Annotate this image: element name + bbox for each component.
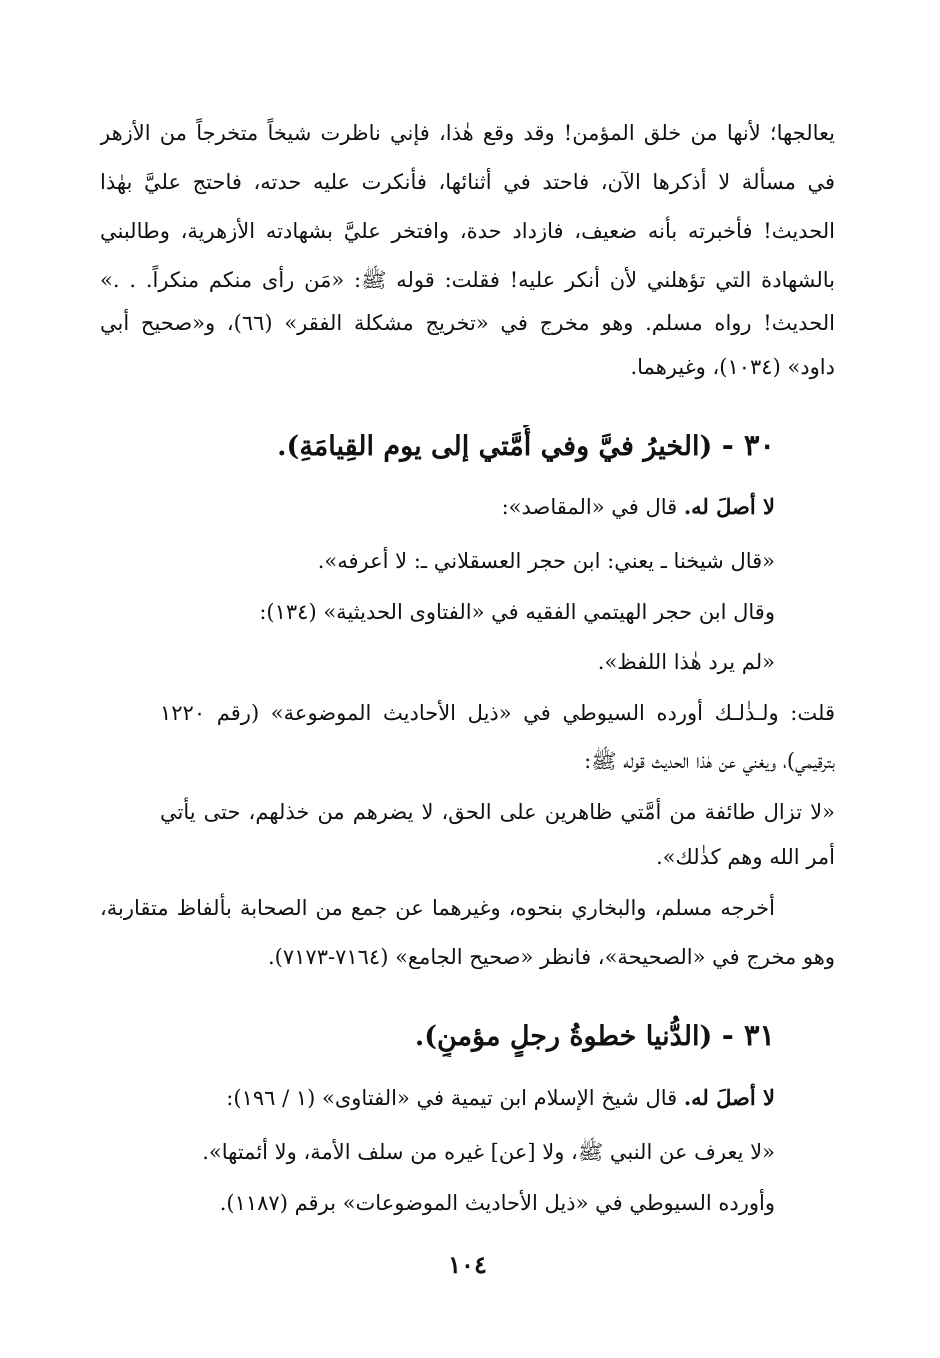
- hadith-31-line-3: وأورده السيوطي في «ذيل الأحاديث الموضوعات» برقم (١١٨٧).: [219, 1191, 775, 1215]
- hadith-31-line-2: «لا يعرف عن النبي ﷺ، ولا [عن] غيره من سلف الأمة، ولا أئمتها».: [202, 1140, 775, 1164]
- hadith-30-line-3: وقال ابن حجر الهيتمي الفقيه في «الفتاوى الحديثية» (١٣٤):: [259, 600, 775, 624]
- hadith-31-number: ٣١ -: [721, 1018, 775, 1052]
- hadith-30-number: ٣٠ -: [721, 428, 775, 462]
- hadith-30-line-8: أمر الله وهم كذٰلك».: [656, 845, 835, 869]
- hadith-30-line-7: «لا تزال طائفة من أمَّتي ظاهرين على الحق، لا يضرهم من خذلهم، حتى يأتي: [160, 800, 835, 824]
- hadith-30-line-4: «لم يرد هٰذا اللفظ».: [597, 650, 775, 674]
- hadith-30-line-6: بترقيمي)، ويغني عن هٰذا الحديث قوله ﷺ:: [584, 749, 835, 773]
- hadith-30-line-1: قال في «المقاصد»:: [501, 495, 678, 519]
- book-page: [100, 0, 835, 1358]
- hadith-30-title: (الخيرُ فيَّ وفي أُمَّتي إلى يوم القِيامَةِ).: [277, 431, 713, 462]
- hadith-31-verdict-line: [100, 1083, 775, 1113]
- hadith-30-heading: [100, 425, 775, 467]
- hadith-30-line-2: «قال شيخنا ـ يعني: ابن حجر العسقلاني ـ: لا أعرفه».: [317, 549, 775, 573]
- hadith-31-heading: [100, 1015, 775, 1057]
- hadith-31-line-1: قال شيخ الإسلام ابن تيمية في «الفتاوى» (١ / ١٩٦):: [226, 1086, 678, 1110]
- hadith-31-title: (الدُّنيا خطوةُ رجلٍ مؤمنٍ).: [414, 1021, 713, 1052]
- intro-line-1: يعالجها؛ لأنها من خلق المؤمن! وقد وقع هٰذا، فإني ناظرت شيخاً متخرجاً من الأزهر: [100, 121, 835, 145]
- intro-line-4: بالشهادة التي تؤهلني لأن أنكر عليه! فقلت: قوله ﷺ: «مَن رأى منكم منكراً. . .»: [100, 268, 835, 292]
- hadith-30-line-9: أخرجه مسلم، والبخاري بنحوه، وغيرهما عن جمع من الصحابة بألفاظ متقاربة،: [100, 896, 775, 920]
- intro-line-3: الحديث! فأخبرته بأنه ضعيف، فازداد حدة، وافتخر عليَّ بشهادته الأزهرية، وطالبني: [100, 219, 835, 243]
- page-number: ١٠٤: [448, 1250, 487, 1279]
- intro-line-5: الحديث! رواه مسلم. وهو مخرج في «تخريج مشكلة الفقر» (٦٦)، و«صحيح أبي: [100, 311, 835, 335]
- hadith-30-verdict-line: [100, 492, 775, 522]
- hadith-30-line-10: وهو مخرج في «الصحيحة»، فانظر «صحيح الجامع» (٧١٦٤-٧١٧٣).: [267, 945, 835, 969]
- intro-line-2: في مسألة لا أذكرها الآن، فاحتد في أثنائها، فأنكرت عليه حدته، فاحتج عليَّ بهٰذا: [100, 170, 835, 194]
- hadith-30-verdict: لا أصلَ له.: [683, 494, 775, 519]
- hadith-30-line-5: قلت: ولـذٰلـك أورده السيوطي في «ذيل الأحاديث الموضوعة» (رقم ١٢٢٠: [160, 701, 835, 725]
- intro-line-6: داود» (١٠٣٤)، وغيرهما.: [630, 355, 835, 379]
- hadith-31-verdict: لا أصلَ له.: [683, 1085, 775, 1110]
